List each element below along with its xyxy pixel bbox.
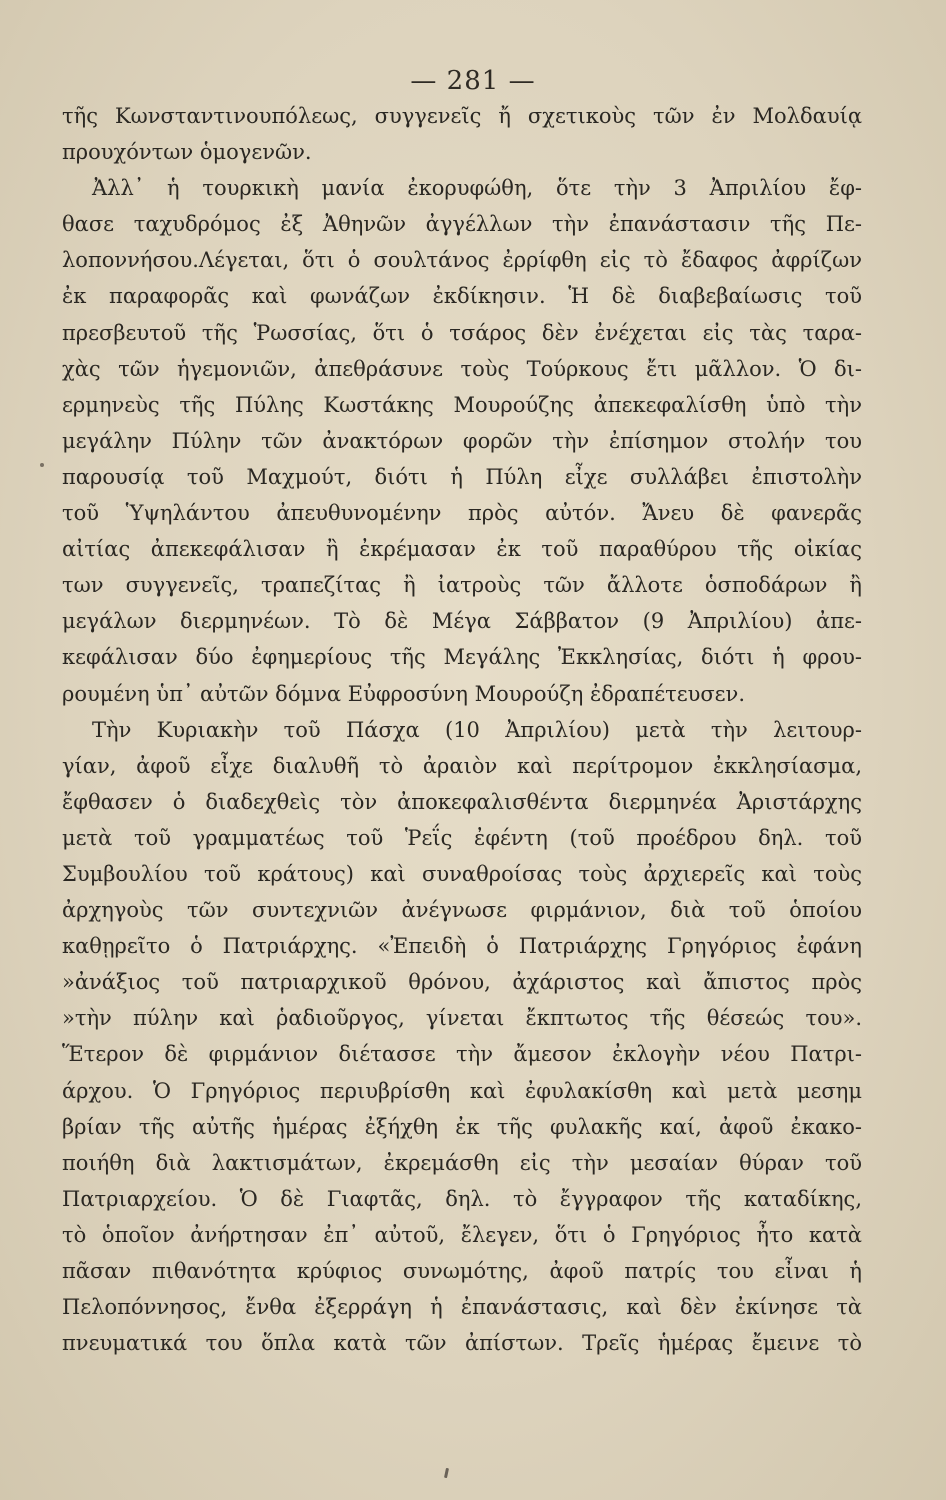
- text-line: θασε ταχυδρόμος ἐξ Ἀθηνῶν ἀγγέλλων τὴν ἐπανάστασιν τῆς Πε-: [62, 212, 862, 237]
- text-line: Συμβουλίου τοῦ κράτους) καὶ συναθροίσας τοὺς ἀρχιερεῖς καὶ τοὺς: [62, 861, 862, 886]
- text-line: ἐκ παραφορᾶς καὶ φωνάζων ἐκδίκησιν. Ἡ δὲ διαβεβαίωσις τοῦ: [62, 284, 862, 309]
- text-line: »ἀνάξιος τοῦ πατριαρχικοῦ θρόνου, ἀχάριστος καὶ ἄπιστος πρὸς: [62, 970, 862, 995]
- text-line: πᾶσαν πιθανότητα κρύφιος συνωμότης, ἀφοῦ πατρίς του εἶναι ἡ: [62, 1259, 862, 1283]
- text-line: μεγάλην Πύλην τῶν ἀνακτόρων φορῶν τὴν ἐπίσημον στολήν του: [62, 428, 862, 453]
- text-line: Ἕτερον δὲ φιρμάνιον διέτασσε τὴν ἄμεσον ἐκλογὴν νέου Πατρι-: [62, 1042, 862, 1067]
- text-line: Πατριαρχείου. Ὁ δὲ Γιαφτᾶς, δηλ. τὸ ἔγγραφον τῆς καταδίκης,: [62, 1186, 862, 1211]
- text-line: χὰς τῶν ἡγεμονιῶν, ἀπεθράσυνε τοὺς Τούρκους ἔτι μᾶλλον. Ὁ δι-: [62, 356, 862, 381]
- text-line: τῆς Κωνσταντινουπόλεως, συγγενεῖς ἤ σχετικοὺς τῶν ἐν Μολδαυίᾳ: [62, 104, 862, 128]
- text-line: ἀρχηγοὺς τῶν συντεχνιῶν ἀνέγνωσε φιρμάνιον, διὰ τοῦ ὁποίου: [62, 898, 862, 923]
- paragraph-start-line: Ἀλλ᾽ ἡ τουρκικὴ μανία ἐκορυφώθη, ὅτε τὴν 3 Ἀπριλίου ἔφ-: [92, 176, 862, 201]
- text-line: κεφάλισαν δύο ἐφημερίους τῆς Μεγάλης Ἐκκλησίας, διότι ἡ φρου-: [62, 645, 862, 670]
- text-line: προυχόντων ὁμογενῶν.: [62, 140, 312, 165]
- text-line: βρίαν τῆς αὐτῆς ἡμέρας ἐξήχθη ἐκ τῆς φυλακῆς καί, ἀφοῦ ἐκακο-: [62, 1114, 862, 1139]
- text-line: των συγγενεῖς, τραπεζίτας ἢ ἰατροὺς τῶν ἄλλοτε ὁσποδάρων ἢ: [62, 573, 862, 598]
- text-line: Πελοπόννησος, ἔνθα ἐξερράγη ἡ ἐπανάστασις, καὶ δὲν ἐκίνησε τὰ: [62, 1295, 862, 1320]
- text-line: τοῦ Ὑψηλάντου ἀπευθυνομένην πρὸς αὐτόν. Ἄνευ δὲ φανερᾶς: [62, 501, 862, 526]
- text-line: γίαν, ἀφοῦ εἶχε διαλυθῆ τὸ ἀραιὸν καὶ περίτρομον ἐκκλησίασμα,: [62, 753, 862, 778]
- text-line: παρουσίᾳ τοῦ Μαχμούτ, διότι ἡ Πύλη εἶχε συλλάβει ἐπιστολὴν: [62, 464, 862, 489]
- text-line: ρουμένη ὑπ᾽ αὐτῶν δόμνα Εὐφροσύνη Μουρούζη ἐδραπέτευσεν.: [62, 681, 745, 706]
- page-number: — 281 —: [410, 66, 536, 96]
- text-line: ποιήθη διὰ λακτισμάτων, ἐκρεμάσθη εἰς τὴν μεσαίαν θύραν τοῦ: [62, 1150, 862, 1175]
- text-line: ερμηνεὺς τῆς Πύλης Κωστάκης Μουρούζης ἀπεκεφαλίσθη ὑπὸ τὴν: [62, 392, 862, 417]
- text-line: αἰτίας ἀπεκεφάλισαν ἢ ἐκρέμασαν ἐκ τοῦ παραθύρου τῆς οἰκίας: [62, 537, 862, 562]
- text-line: πνευματικά του ὅπλα κατὰ τῶν ἀπίστων. Τρεῖς ἡμέρας ἔμεινε τὸ: [62, 1331, 862, 1356]
- body-text: [62, 98, 862, 1361]
- text-line: τὸ ὁποῖον ἀνήρτησαν ἐπ᾽ αὐτοῦ, ἔλεγεν, ὅτι ὁ Γρηγόριος ἦτο κατὰ: [62, 1222, 862, 1247]
- ink-mark: [444, 1468, 449, 1478]
- paragraph-start-line: Τὴν Κυριακὴν τοῦ Πάσχα (10 Ἀπριλίου) μετὰ τὴν λειτουρ-: [92, 717, 862, 742]
- ink-speck: [40, 463, 44, 467]
- text-line: λοποννήσου.Λέγεται, ὅτι ὁ σουλτάνος ἐρρίφθη εἰς τὸ ἔδαφος ἀφρίζων: [62, 248, 862, 273]
- text-line: μετὰ τοῦ γραμματέως τοῦ Ῥεΐς ἐφέντη (τοῦ προέδρου δηλ. τοῦ: [62, 825, 862, 850]
- text-line: πρεσβευτοῦ τῆς Ῥωσσίας, ὅτι ὁ τσάρος δὲν ἐνέχεται εἰς τὰς ταρα-: [62, 320, 862, 345]
- text-line: καθῃρεῖτο ὁ Πατριάρχης. «Ἐπειδὴ ὁ Πατριάρχης Γρηγόριος ἐφάνη: [62, 934, 862, 959]
- text-line: ἔφθασεν ὁ διαδεχθεὶς τὸν ἀποκεφαλισθέντα διερμηνέα Ἀριστάρχης: [62, 789, 862, 814]
- text-line: »τὴν πύλην καὶ ῥαδιοῦργος, γίνεται ἔκπτωτος τῆς θέσεώς του».: [62, 1006, 862, 1031]
- text-line: άρχου. Ὁ Γρηγόριος περιυβρίσθη καὶ ἐφυλακίσθη καὶ μετὰ μεσημ: [62, 1078, 862, 1103]
- text-line: μεγάλων διερμηνέων. Τὸ δὲ Μέγα Σάββατον (9 Ἀπριλίου) ἀπε-: [62, 609, 862, 634]
